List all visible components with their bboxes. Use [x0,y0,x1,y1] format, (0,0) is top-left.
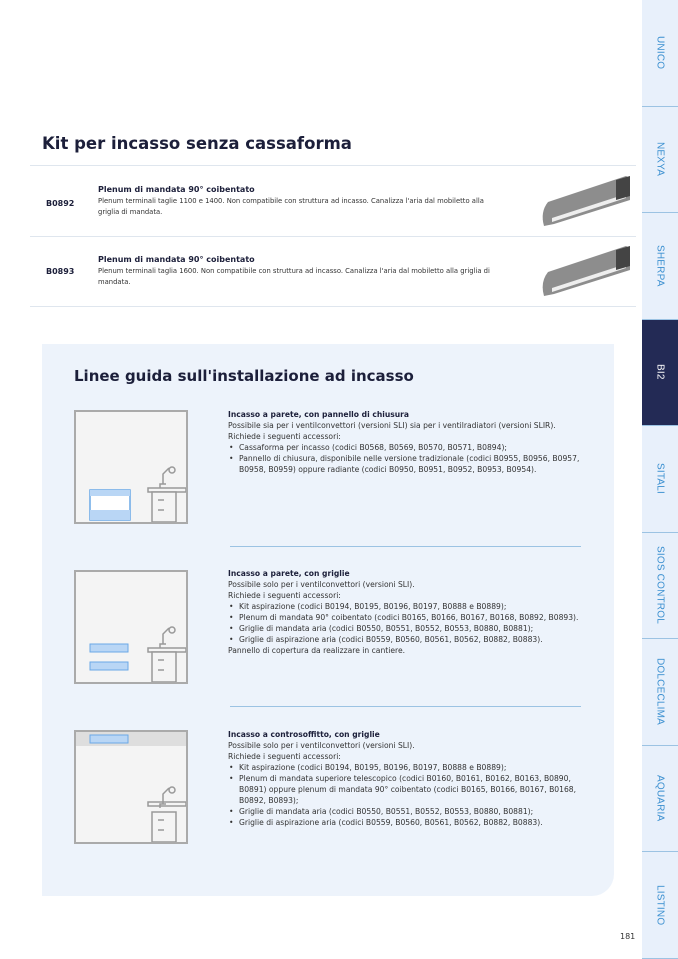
side-tab-label: SIOS CONTROL [654,546,666,625]
side-tab-label: AQUARIA [654,775,666,822]
section-intro: Possibile sia per i ventilconvettori (versioni SLI) sia per i ventilradiatori (versioni SLIR). [228,421,556,430]
plenum-product-image [538,172,640,232]
side-tab-label: SITALI [654,463,666,495]
side-tab-bi2[interactable] [642,320,678,427]
guideline-section [228,409,588,475]
page-number: 181 [620,932,636,941]
divider [30,236,636,237]
accessory-item: • Griglie di aspirazione aria (codici B0559, B0560, B0561, B0562, B0882, B0883). [228,634,588,645]
side-tabs [642,0,678,959]
side-tab-sherpa[interactable] [642,213,678,320]
side-tab-label: DOLCECLIMA [654,658,666,726]
accessory-item: • Griglie di mandata aria (codici B0550, B0551, B0552, B0553, B0880, B0881); [228,806,588,817]
accessory-item: • Griglie di aspirazione aria (codici B0559, B0560, B0561, B0562, B0882, B0883). [228,817,588,828]
side-tab-listino[interactable] [642,852,678,959]
guideline-section [228,568,588,656]
plenum-product-image [538,242,640,302]
product-code: B0893 [46,267,75,276]
section-intro: Possibile solo per i ventilconvettori (versioni SLI). [228,741,415,750]
accessory-item: • Plenum di mandata superiore telescopico (codici B0160, B0161, B0162, B0163, B0890, B0891) oppure plenum di mandata 90° coibentato (codici B0165, B0166, B0167, B0168, B0892, B0893); [228,773,588,806]
installation-guidelines-panel [42,344,614,896]
section-requirements: Richiede i seguenti accessori: [228,432,341,441]
side-tab-label: LISTINO [654,884,666,925]
installation-illustration [74,730,188,844]
divider [230,706,581,707]
accessory-item: • Cassaforma per incasso (codici B0568, B0569, B0570, B0571, B0894); [228,442,588,453]
side-tab-nexya[interactable] [642,107,678,214]
side-tab-aquaria[interactable] [642,746,678,853]
side-tab-dolceclima[interactable] [642,639,678,746]
divider [30,306,636,307]
product-description: Plenum terminali taglie 1100 e 1400. Non compatibile con struttura ad incasso. Canalizza l'aria dal mobiletto alla griglia di mandata. [98,197,484,216]
guidelines-title: Linee guida sull'installazione ad incasso [74,367,414,385]
side-tab-sios-control[interactable] [642,533,678,640]
side-tab-sitali[interactable] [642,426,678,533]
product-description: Plenum terminali taglia 1600. Non compatibile con struttura ad incasso. Canalizza l'aria dal mobiletto alla griglia di mandata. [98,267,490,286]
side-tab-label: BI2 [654,364,666,381]
side-tab-unico[interactable] [642,0,678,107]
section-title: Kit per incasso senza cassaforma [42,134,352,153]
section-requirements: Richiede i seguenti accessori: [228,752,341,761]
product-title: Plenum di mandata 90° coibentato [98,255,255,264]
section-intro: Possibile solo per i ventilconvettori (versioni SLI). [228,580,415,589]
accessory-item: • Kit aspirazione (codici B0194, B0195, B0196, B0197, B0888 e B0889); [228,601,588,612]
section-requirements: Richiede i seguenti accessori: [228,591,341,600]
accessory-item: • Pannello di chiusura, disponibile nelle versione tradizionale (codici B0955, B0956, B0957, B0958, B0959) oppure radiante (codici B0950, B0951, B0952, B0953, B0954). [228,453,588,475]
accessory-item: • Plenum di mandata 90° coibentato (codici B0165, B0166, B0167, B0168, B0892, B0893). [228,612,588,623]
side-tab-label: SHERPA [654,244,666,287]
divider [230,546,581,547]
accessory-item: • Griglie di mandata aria (codici B0550, B0551, B0552, B0553, B0880, B0881); [228,623,588,634]
side-tab-label: NEXYA [654,142,666,177]
installation-illustration [74,410,188,524]
guideline-section [228,729,588,828]
section-heading: Incasso a controsoffitto, con griglie [228,730,380,739]
product-code: B0892 [46,199,75,208]
installation-illustration [74,570,188,684]
section-heading: Incasso a parete, con griglie [228,569,350,578]
section-note: Pannello di copertura da realizzare in cantiere. [228,646,406,655]
accessory-item: • Kit aspirazione (codici B0194, B0195, B0196, B0197, B0888 e B0889); [228,762,588,773]
side-tab-label: UNICO [654,36,666,70]
divider [30,165,636,166]
section-heading: Incasso a parete, con pannello di chiusura [228,410,410,419]
product-title: Plenum di mandata 90° coibentato [98,185,255,194]
